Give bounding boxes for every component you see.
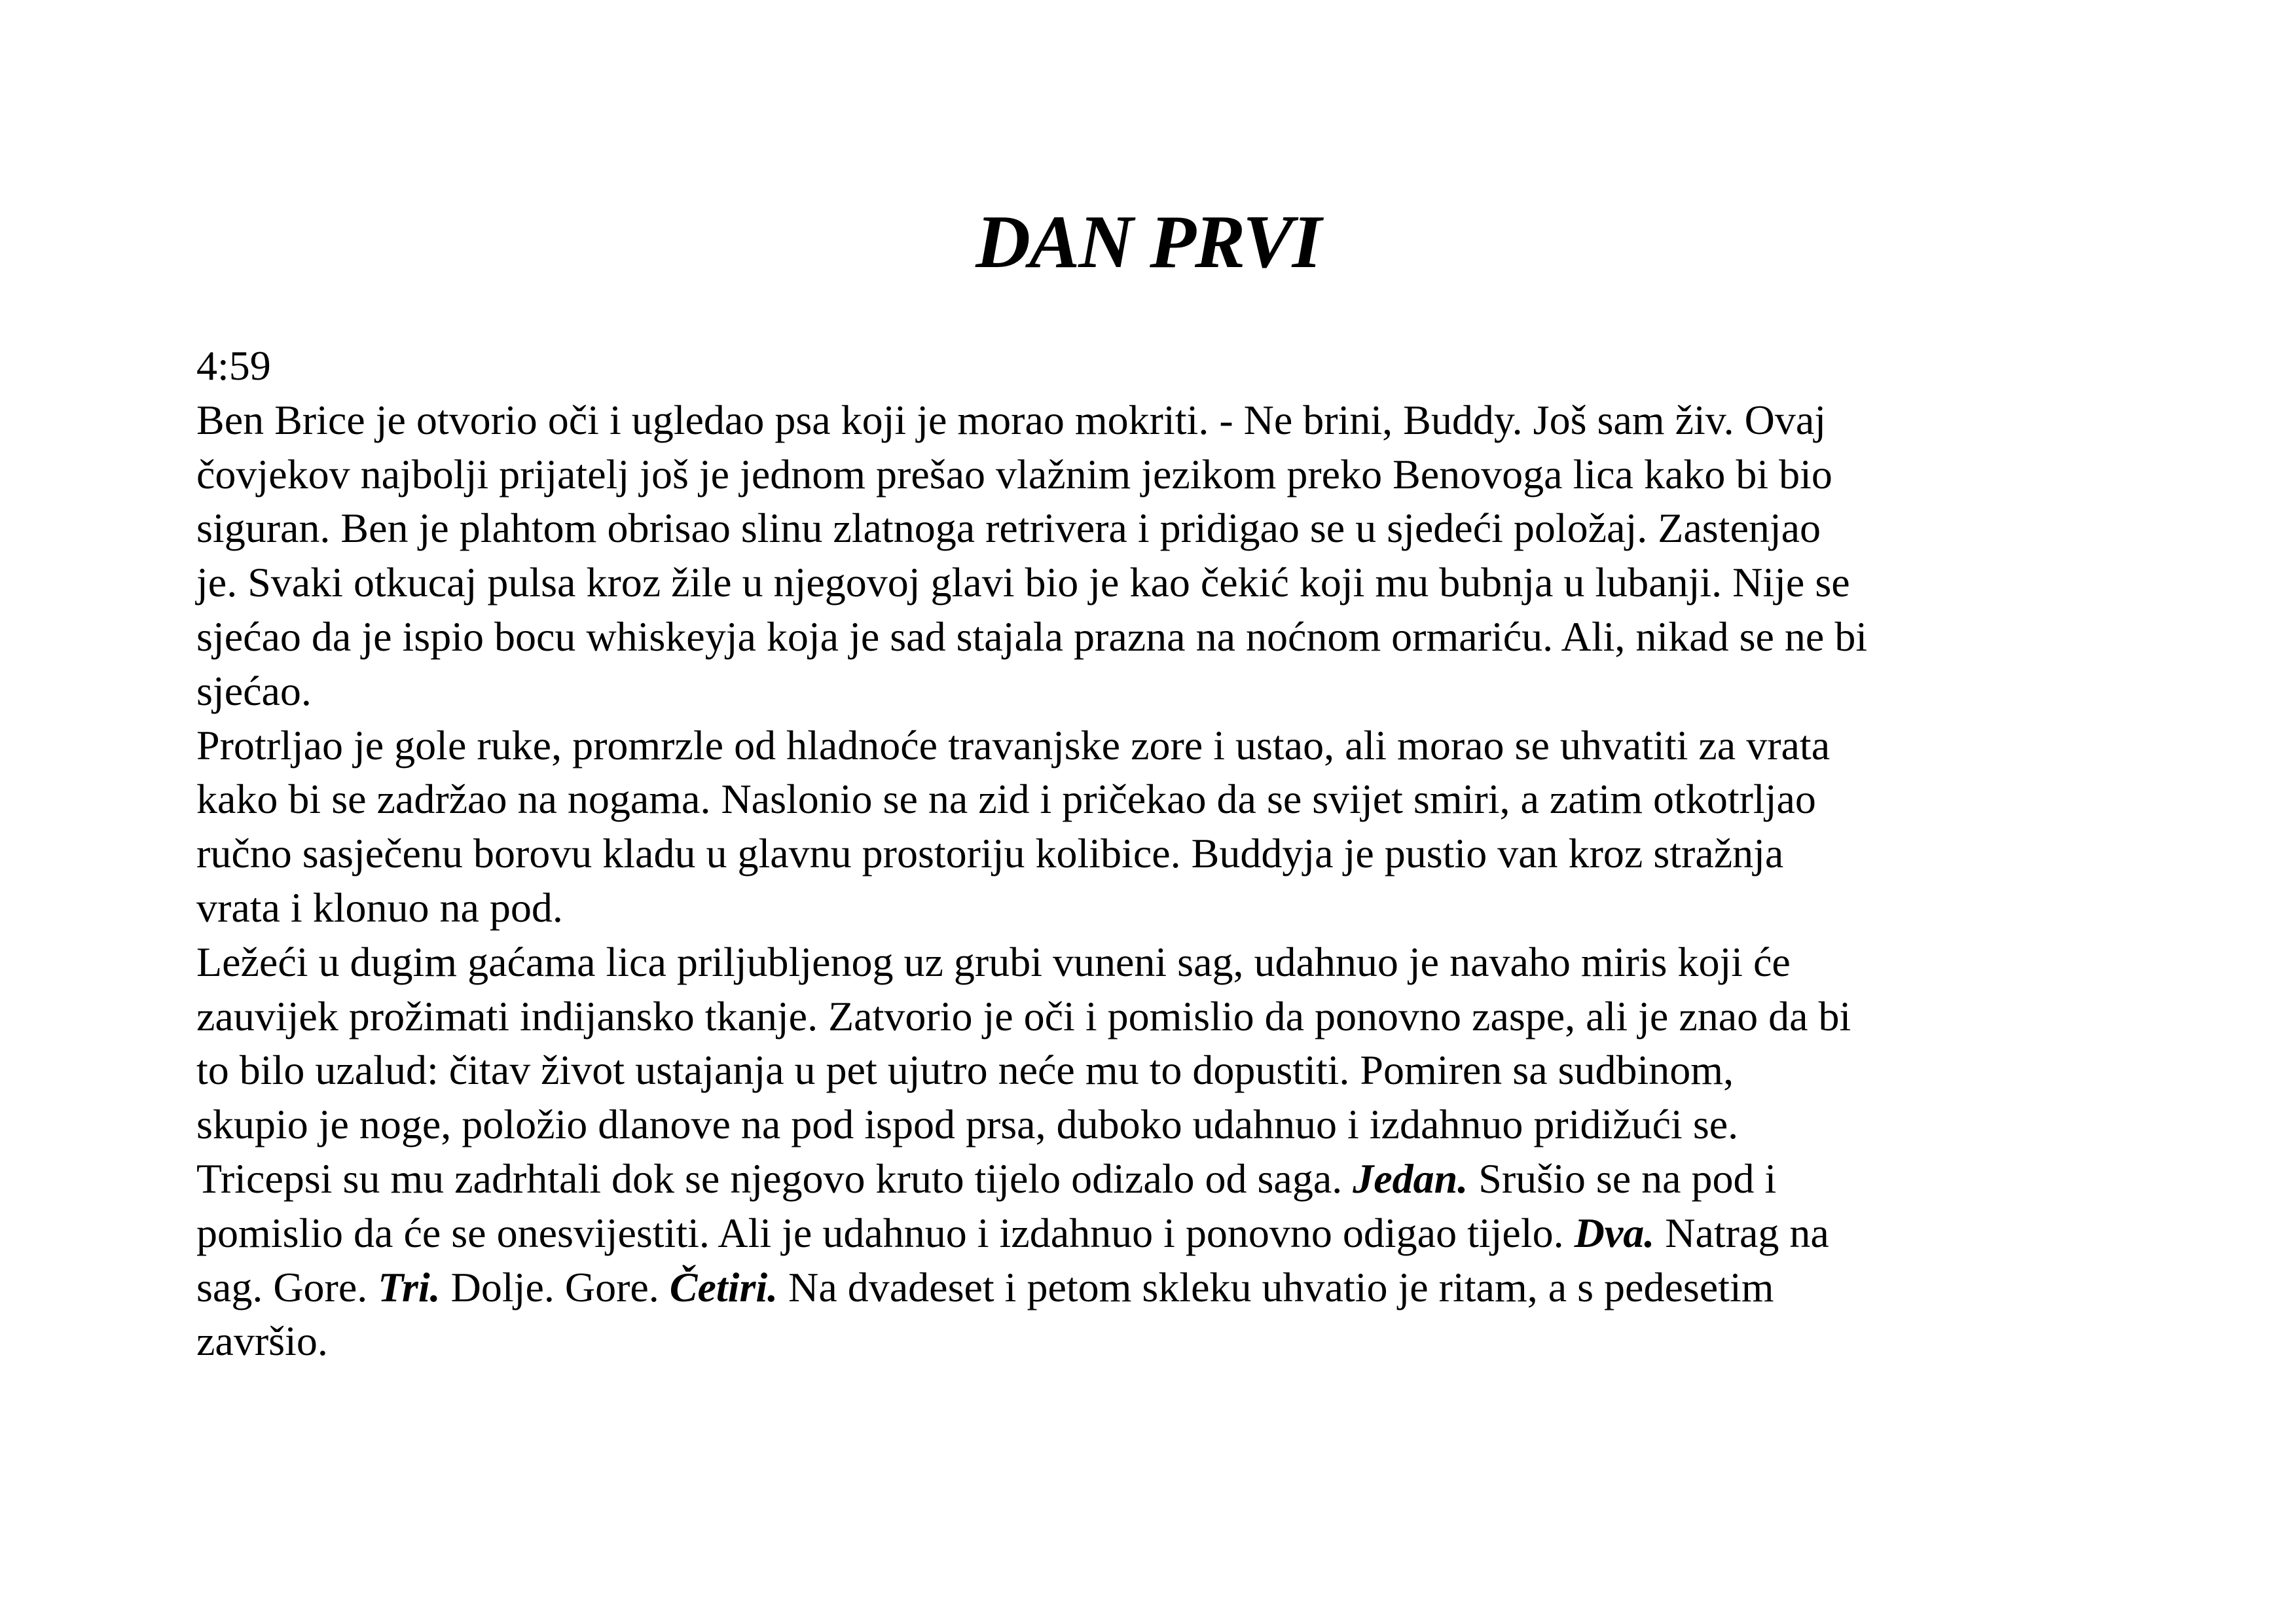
text-segment: Na dvadeset i petom skleku uhvatio je ritam, a s pedesetim: [778, 1263, 1774, 1310]
text-segment: Dolje. Gore.: [440, 1263, 670, 1310]
text-line: Ležeći u dugim gaćama lica priljubljenog uz grubi vuneni sag, udahnuo je navaho miris koji će: [196, 938, 1791, 985]
text-line: skupio je noge, položio dlanove na pod ispod prsa, duboko udahnuo i izdahnuo pridižući se.: [196, 1101, 1739, 1148]
chapter-title: DAN PRVI: [975, 200, 1321, 284]
text-segment: Tricepsi su mu zadrhtali dok se njegovo kruto tijelo odizalo od saga.: [196, 1155, 1353, 1202]
emphasis-jedan: Jedan.: [1353, 1155, 1468, 1202]
text-segment: Natrag na: [1654, 1209, 1829, 1256]
text-line: [196, 1206, 2134, 1261]
text-line: to bilo uzalud: čitav život ustajanja u pet ujutro neće mu to dopustiti. Pomiren sa sudbinom,: [196, 1047, 1734, 1094]
text-line: je. Svaki otkucaj pulsa kroz žile u njegovoj glavi bio je kao čekić koji mu bubnja u lubanji. Nije se: [196, 559, 1850, 606]
text-line: siguran. Ben je plahtom obrisao slinu zlatnoga retrivera i pridigao se u sjedeći položaj. Zastenjao: [196, 505, 1821, 552]
body-text: [196, 339, 2134, 1369]
emphasis-dva: Dva.: [1574, 1209, 1655, 1256]
text-segment: Srušio se na pod i: [1468, 1155, 1777, 1202]
text-line: vrata i klonuo na pod.: [196, 884, 563, 931]
text-line: završio.: [196, 1318, 328, 1365]
text-line: čovjekov najbolji prijatelj još je jednom prešao vlažnim jezikom preko Benovoga lica kako bi bio: [196, 450, 1832, 497]
text-segment: pomislio da će se onesvijestiti. Ali je udahnuo i izdahnuo i ponovno odigao tijelo.: [196, 1209, 1575, 1256]
text-line: ručno sasječenu borovu kladu u glavnu prostoriju kolibice. Buddyja je pustio van kroz stražnja: [196, 830, 1784, 877]
emphasis-tri: Tri.: [378, 1263, 441, 1310]
text-line: Protrljao je gole ruke, promrzle od hladnoće travanjske zore i ustao, ali morao se uhvatiti za vrata: [196, 721, 1831, 768]
emphasis-cetiri: Četiri.: [669, 1263, 778, 1310]
text-line: Ben Brice je otvorio oči i ugledao psa koji je morao mokriti. - Ne brini, Buddy. Još sam živ. Ovaj: [196, 396, 1826, 443]
text-line: zauvijek prožimati indijansko tkanje. Zatvorio je oči i pomislio da ponovno zaspe, ali je znao da bi: [196, 992, 1851, 1039]
time-stamp: 4:59: [196, 342, 271, 389]
text-segment: sag. Gore.: [196, 1263, 378, 1310]
text-line: [196, 1152, 2134, 1206]
text-line: kako bi se zadržao na nogama. Naslonio se na zid i pričekao da se svijet smiri, a zatim otkotrljao: [196, 776, 1816, 823]
text-line: sjećao.: [196, 667, 312, 714]
text-line: sjećao da je ispio bocu whiskeyja koja je sad stajala prazna na noćnom ormariću. Ali, nikad se ne bi: [196, 613, 1868, 660]
text-line: [196, 1261, 2134, 1315]
